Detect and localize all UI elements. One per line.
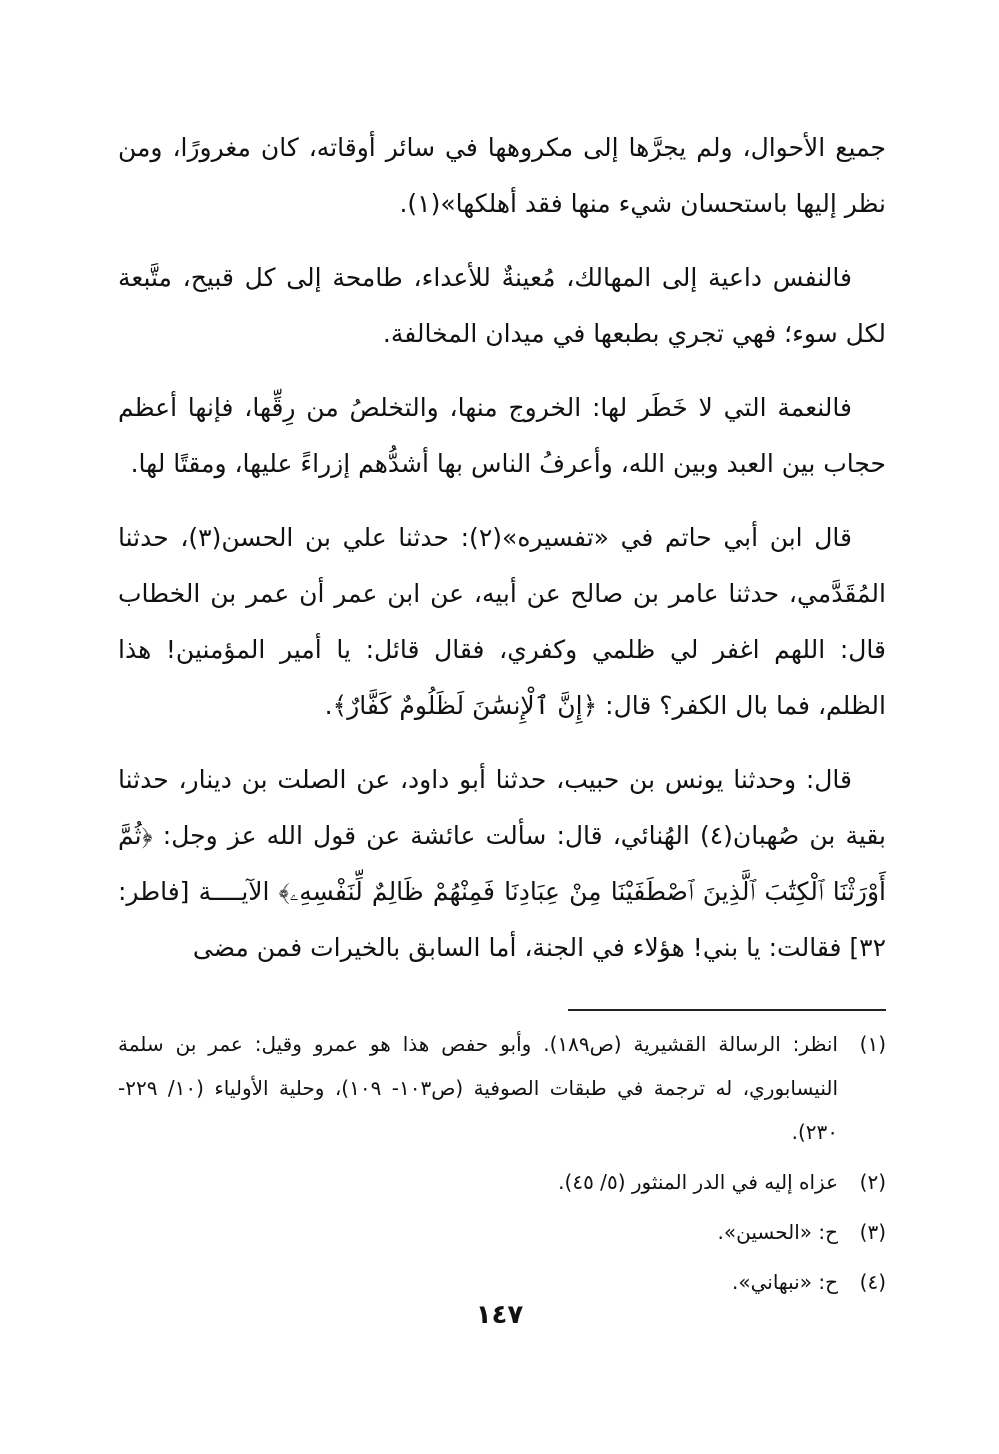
- footnote-number: (٣): [859, 1220, 886, 1244]
- paragraph-1: جميع الأحوال، ولم يجرَّها إلى مكروهها في سائر أوقاته، كان مغرورًا، ومن نظر إليها باستحسان شيء منها فقد أهلكها»(١).: [118, 133, 886, 218]
- footnote-2: [118, 1160, 886, 1204]
- paragraph-4: قال ابن أبي حاتم في «تفسيره»(٢): حدثنا علي بن الحسن(٣)، حدثنا المُقَدَّمي، حدثنا عامر بن صالح عن أبيه، عن ابن عمر أن عمر بن الخطاب قال: اللهم اغفر لي ظلمي وكفري، فقال قائل: يا أمير المؤمنين! هذا الظلم، فما بال الكفر؟ قال: ﴿إِنَّ ٱلْإِنسَٰنَ لَظَلُومٌ كَفَّارٌ﴾.: [118, 523, 886, 720]
- page-number: ١٤٧: [475, 1300, 524, 1330]
- paragraph-5: قال: وحدثنا يونس بن حبيب، حدثنا أبو داود، عن الصلت بن دينار، حدثنا بقية بن صُهبان(٤) الهُنائي، قال: سألت عائشة عن قول الله عز وجل: ﴿ثُمَّ أَوْرَثْنَا ٱلْكِتَٰبَ ٱلَّذِينَ ٱصْطَفَيْنَا مِنْ عِبَادِنَا فَمِنْهُمْ ظَالِمٌ لِّنَفْسِهِۦ﴾ الآيــــة [فاطر: ٣٢] فقالت: يا بني! هؤلاء في الجنة، أما السابق بالخيرات فمن مضى: [118, 765, 886, 962]
- footnote-number: (٤): [859, 1270, 886, 1294]
- footnote-3: [118, 1210, 886, 1254]
- paragraph-2: فالنفس داعية إلى المهالك، مُعينةٌ للأعداء، طامحة إلى كل قبيح، متَّبعة لكل سوء؛ فهي تجري بطبعها في ميدان المخالفة.: [118, 263, 886, 348]
- footnote-text: عزاه إليه في الدر المنثور (٥/ ٤٥).: [558, 1170, 838, 1194]
- footnote-text: انظر: الرسالة القشيرية (ص١٨٩). وأبو حفص هذا هو عمرو وقيل: عمر بن سلمة النيسابوري، له ترجمة في طبقات الصوفية (ص١٠٣- ١٠٩)، وحلية الأولياء (١٠/ ٢٢٩- ٢٣٠).: [118, 1032, 839, 1144]
- footnote-1: [118, 1022, 886, 1154]
- footnote-text: ح: «نبهاني».: [732, 1270, 838, 1294]
- footnote-number: (١): [859, 1032, 886, 1056]
- footnote-4: [118, 1260, 886, 1304]
- footnote-number: (٢): [859, 1170, 886, 1194]
- main-text: [118, 120, 886, 994]
- footnote-divider: [568, 1009, 886, 1011]
- paragraph-3: فالنعمة التي لا خَطَر لها: الخروج منها، والتخلصُ من رِقِّها، فإنها أعظم حجاب بين العبد وبين الله، وأعرفُ الناس بها أشدُّهم إزراءً عليها، ومقتًا لها.: [118, 393, 886, 478]
- footnotes: [118, 1022, 886, 1310]
- footnote-text: ح: «الحسين».: [717, 1220, 838, 1244]
